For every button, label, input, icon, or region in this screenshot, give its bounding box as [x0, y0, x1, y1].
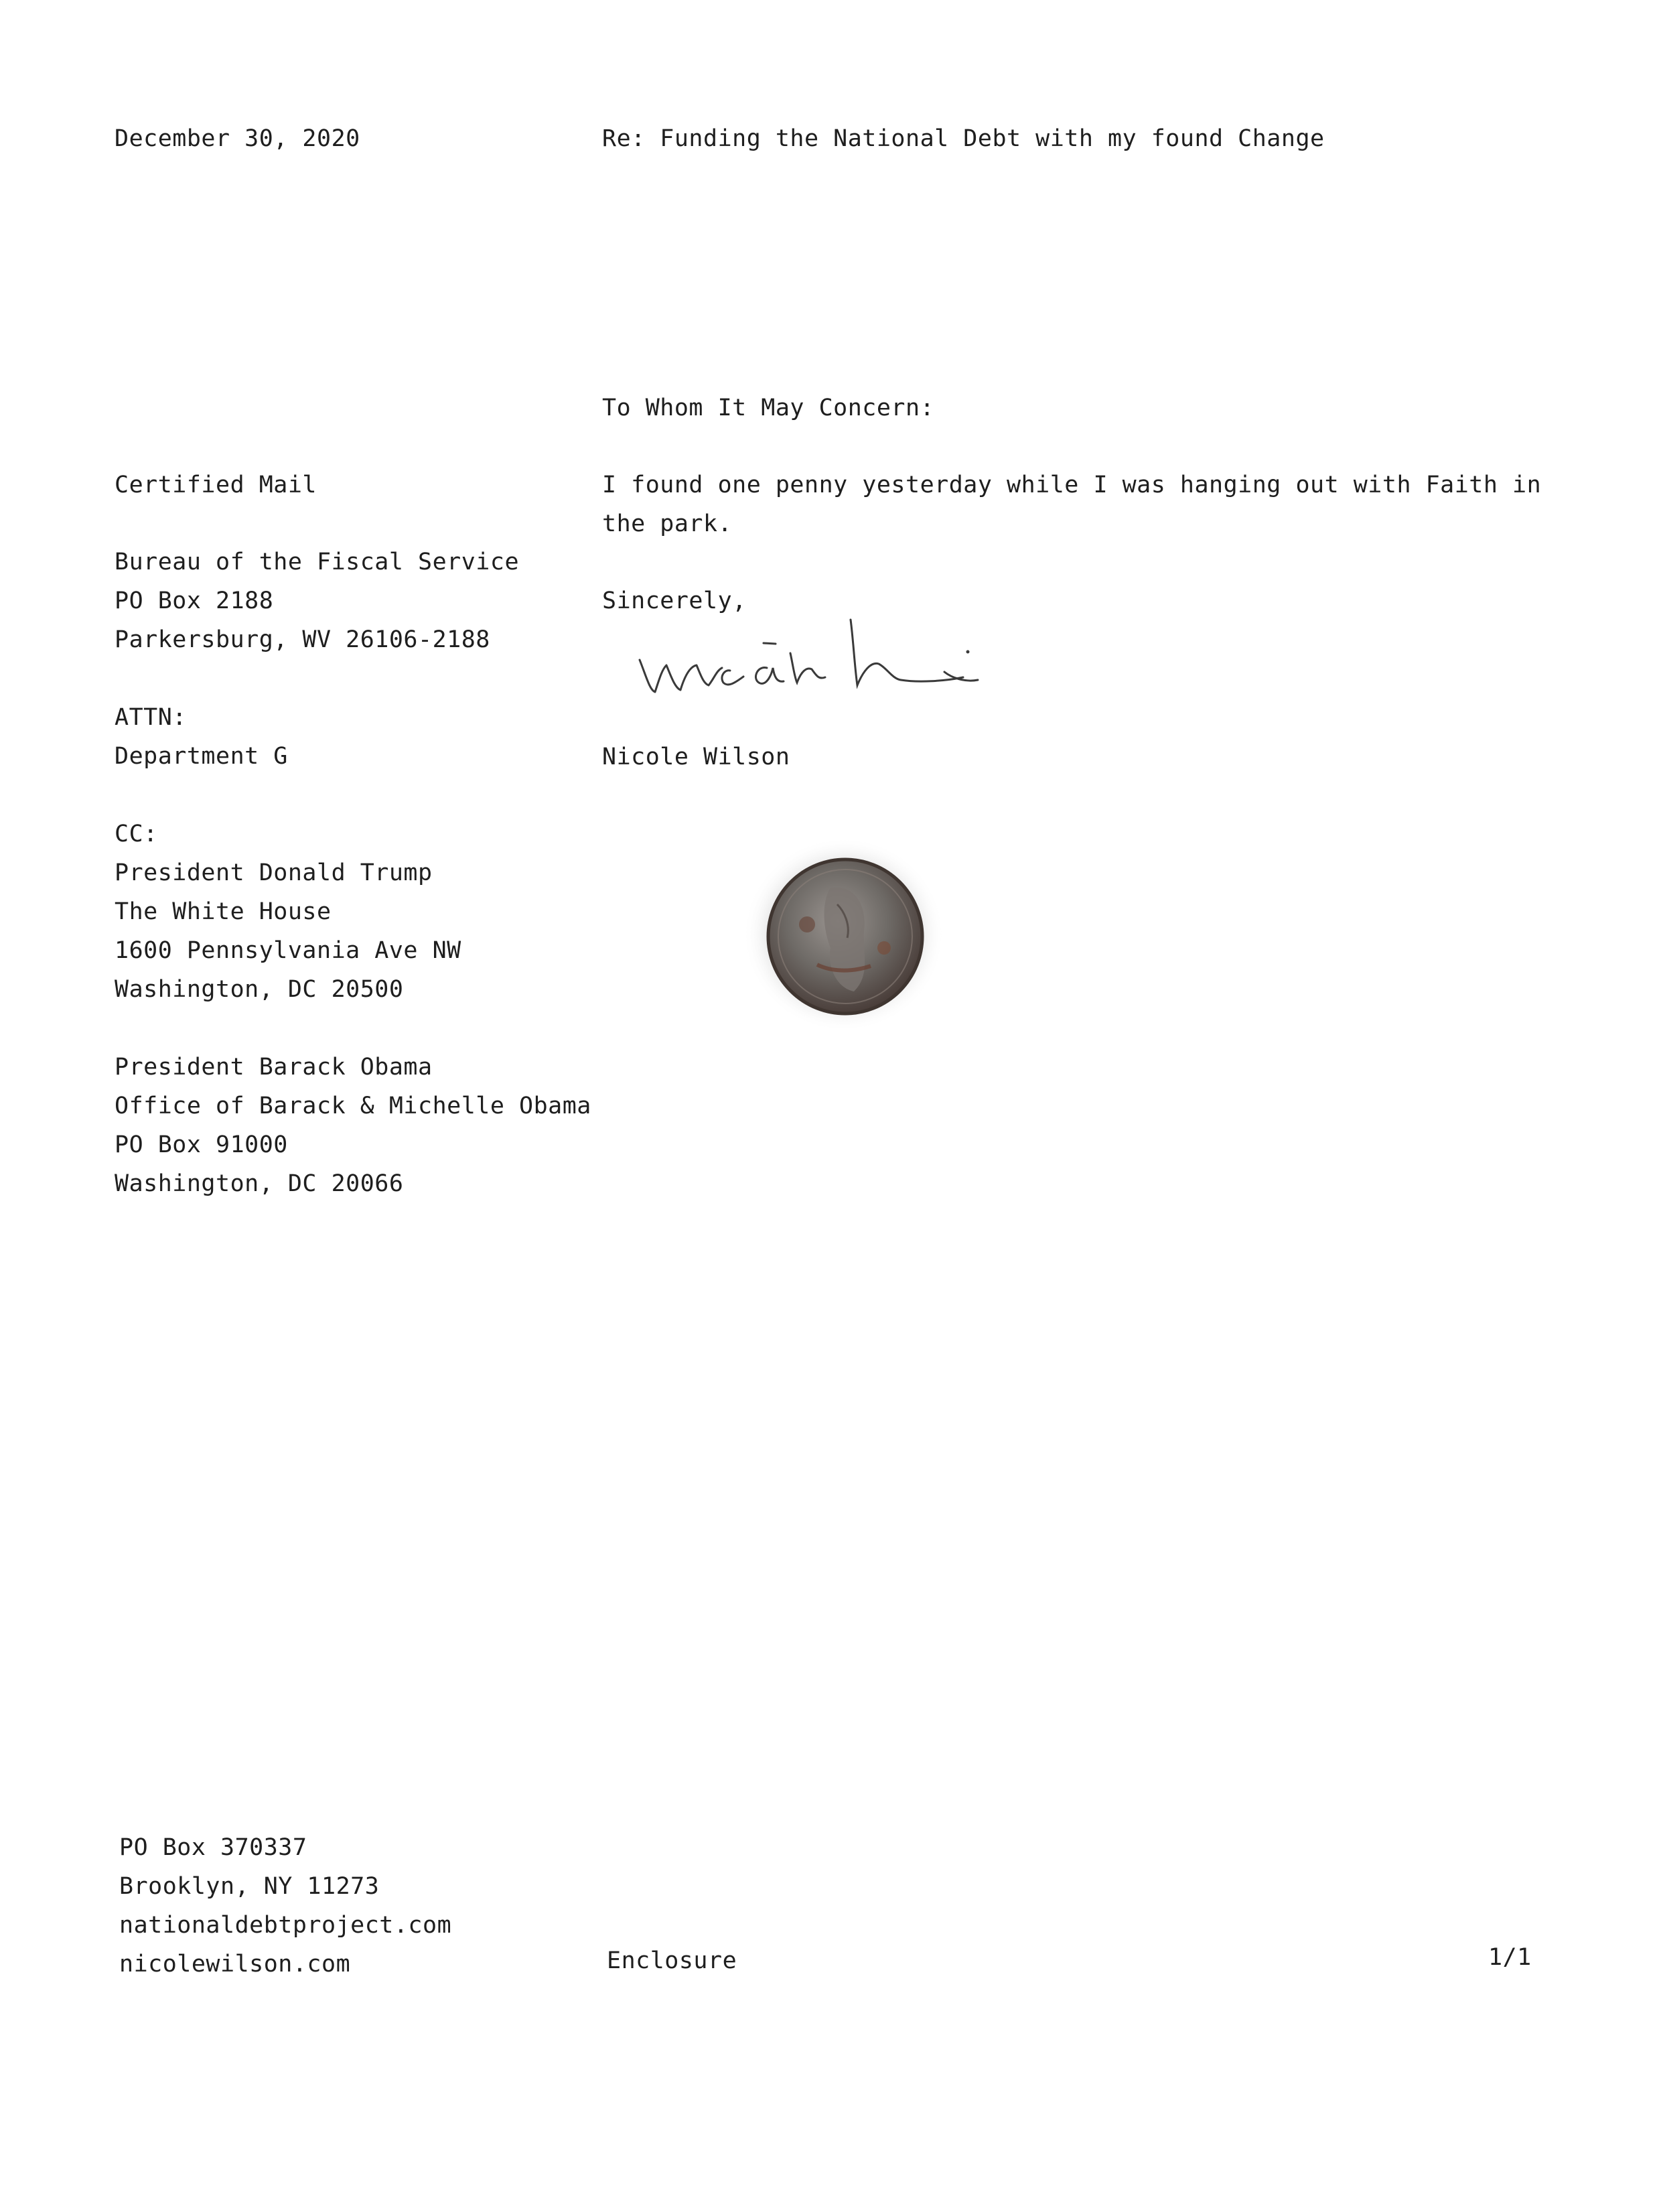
- recipient-address: [115, 543, 519, 659]
- letter-body: [602, 466, 1541, 543]
- body-line: the park.: [602, 510, 733, 537]
- cc-line: 1600 Pennsylvania Ave NW: [115, 937, 461, 964]
- body-line: I found one penny yesterday while I was hanging out with Faith in: [602, 472, 1542, 498]
- recipient-line: PO Box 2188: [115, 587, 274, 614]
- attention-block: [115, 698, 288, 776]
- website-link[interactable]: nicolewilson.com: [119, 1951, 351, 1978]
- recipient-line: Bureau of the Fiscal Service: [115, 549, 520, 575]
- recipient-line: Parkersburg, WV 26106-2188: [115, 626, 490, 653]
- cc-line: PO Box 91000: [115, 1131, 288, 1158]
- return-address-line: PO Box 370337: [119, 1834, 307, 1861]
- cc-line: President Donald Trump: [115, 859, 433, 886]
- cc-line: Office of Barack & Michelle Obama: [115, 1093, 591, 1119]
- return-address-line: Brooklyn, NY 11273: [119, 1873, 380, 1900]
- cc-line: President Barack Obama: [115, 1054, 433, 1081]
- enclosure-note: Enclosure: [607, 1947, 737, 1974]
- cc-line: Washington, DC 20500: [115, 976, 404, 1003]
- website-link[interactable]: nationaldebtproject.com: [119, 1912, 452, 1939]
- cc-block-2: [115, 1048, 591, 1203]
- salutation: To Whom It May Concern:: [602, 395, 935, 421]
- return-address: [119, 1828, 451, 1984]
- delivery-method: Certified Mail: [115, 472, 317, 498]
- cc-block: [115, 815, 461, 1009]
- attn-label: ATTN:: [115, 704, 187, 731]
- attn-department: Department G: [115, 743, 288, 770]
- letter-date: December 30, 2020: [115, 125, 360, 152]
- signature-icon: [630, 613, 1005, 713]
- letter-subject: Re: Funding the National Debt with my found Change: [602, 125, 1325, 152]
- penny-icon: [737, 824, 951, 1038]
- cc-line: Washington, DC 20066: [115, 1170, 404, 1197]
- closing: Sincerely,: [602, 587, 747, 614]
- cc-line: The White House: [115, 898, 332, 925]
- cc-label: CC:: [115, 821, 158, 847]
- signer-name: Nicole Wilson: [602, 744, 790, 770]
- page-number: 1/1: [1488, 1944, 1532, 1971]
